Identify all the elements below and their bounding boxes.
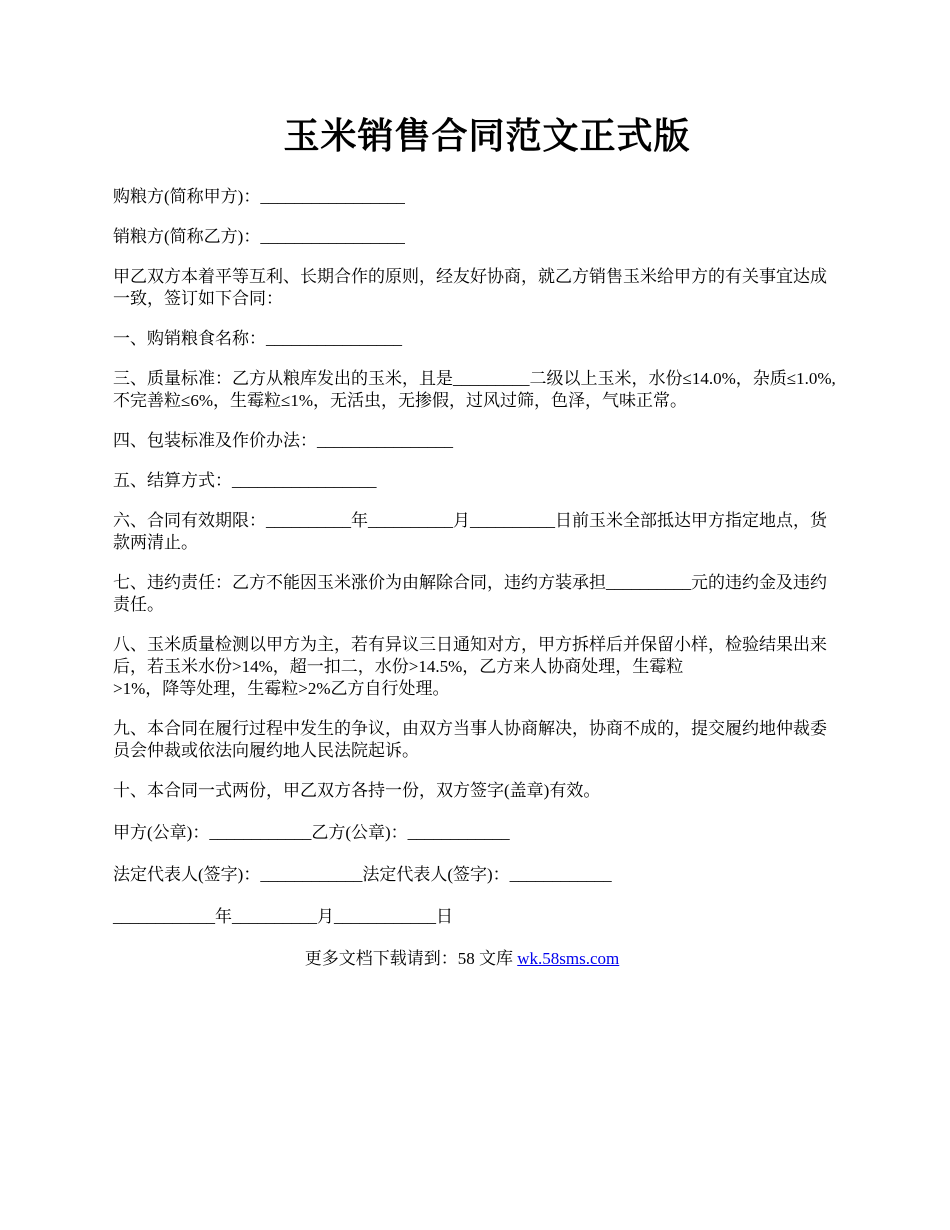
footer-link[interactable]: wk.58sms.com xyxy=(517,949,620,968)
clause-copies: 十、本合同一式两份，甲乙双方各持一份，双方签字(盖章)有效。 xyxy=(113,781,601,800)
clause-validity: 六、合同有效期限：__________年__________月__________日前玉米全部抵达甲方指定地点，货款两清止。 xyxy=(113,511,827,552)
preamble-paragraph: 甲乙双方本着平等互利、长期合作的原则，经友好协商，就乙方销售玉米给甲方的有关事宜达成一致，签订如下合同： xyxy=(113,267,827,308)
clause-packaging: 四、包装标准及作价办法：________________ xyxy=(113,431,453,450)
buyer-line: 购粮方(简称甲方)：_________________ xyxy=(113,187,405,206)
document-page xyxy=(113,108,841,970)
clause-grain-name: 一、购销粮食名称：________________ xyxy=(113,329,402,348)
document-title: 玉米销售合同范文正式版 xyxy=(283,115,691,157)
clause-settlement: 五、结算方式：_________________ xyxy=(113,471,377,490)
footer-text: 更多文档下载请到：58 文库 xyxy=(304,949,518,968)
download-footer xyxy=(98,948,826,970)
clause-liability: 七、违约责任：乙方不能因玉米涨价为由解除合同，违约方装承担__________元的违约金及违约责任。 xyxy=(113,573,827,614)
clause-dispute: 九、本合同在履行过程中发生的争议，由双方当事人协商解决，协商不成的，提交履约地仲裁委员会仲裁或依法向履约地人民法院起诉。 xyxy=(113,719,827,760)
clause-quality-standard: 三、质量标准：乙方从粮库发出的玉米，且是_________二级以上玉米，水份≤14.0%，杂质≤1.0%,不完善粒≤6%，生霉粒≤1%，无活虫，无掺假，过风过筛，色泽，气味正常。 xyxy=(113,369,836,410)
seal-line: 甲方(公章)：____________乙方(公章)：____________ xyxy=(113,823,510,842)
date-line: ____________年__________月____________日 xyxy=(113,907,453,926)
signature-line: 法定代表人(签字)：____________法定代表人(签字)：____________ xyxy=(113,865,612,884)
seller-line: 销粮方(简称乙方)：_________________ xyxy=(113,227,405,246)
clause-quality-inspection: 八、玉米质量检测以甲方为主，若有异议三日通知对方，甲方拆样后并保留小样，检验结果出来后，若玉米水份>14%，超一扣二，水份>14.5%，乙方来人协商处理，生霉粒 >1%，降等处理，生霉粒>2%乙方自行处理。 xyxy=(113,635,827,698)
